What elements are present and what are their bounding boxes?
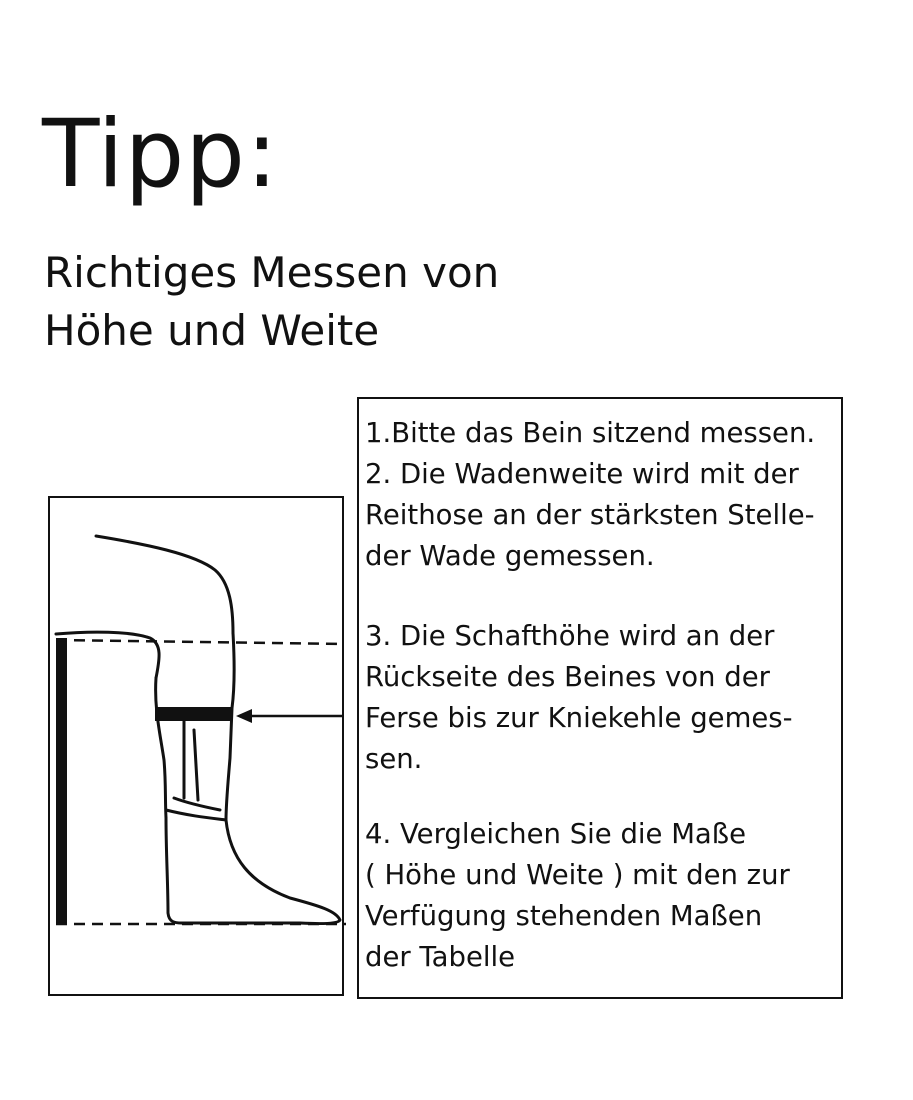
instruction-step3-line: 3. Die Schafthöhe wird an der [365,620,775,652]
subtitle-line: Höhe und Weite [44,306,380,355]
instruction-step2-line: Reithose an der stärksten Stelle- [365,499,815,531]
boot-measurement-icon [50,498,346,998]
instruction-step1-line: 1.Bitte das Bein sitzend messen. [365,417,816,449]
instruction-step2-line: 2. Die Wadenweite wird mit der [365,458,799,490]
instruction-step4-line: Verfügung stehenden Maßen [365,900,763,932]
page-subtitle [44,244,499,360]
instruction-step3-line: sen. [365,743,423,775]
instruction-step4-line: 4. Vergleichen Sie die Maße [365,818,747,850]
instructions-box [357,397,843,999]
instruction-step3-line: Ferse bis zur Kniekehle gemes- [365,702,793,734]
instruction-step4-line: ( Höhe und Weite ) mit den zur [365,859,790,891]
boot-measurement-illustration [48,496,344,996]
instruction-step3-line: Rückseite des Beines von der [365,661,770,693]
instruction-step2-line: der Wade gemessen. [365,540,655,572]
instruction-step4-line: der Tabelle [365,941,516,973]
page-title: Tipp: [42,100,279,209]
subtitle-line: Richtiges Messen von [44,248,500,297]
